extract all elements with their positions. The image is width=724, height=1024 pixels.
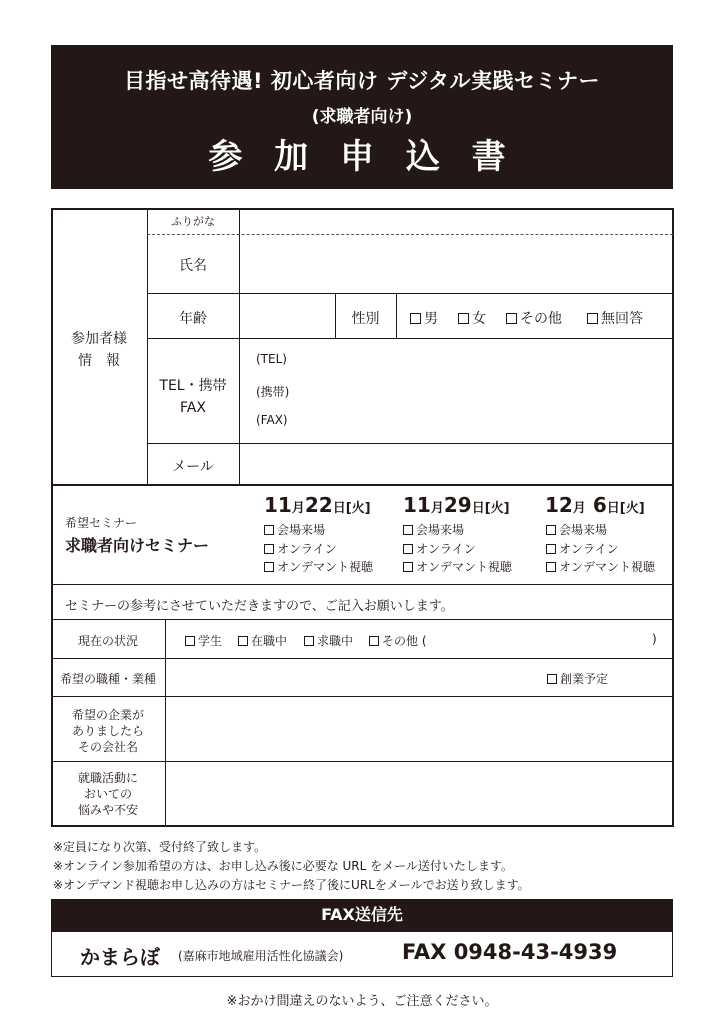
status-option-student[interactable]: 学生 <box>185 632 222 649</box>
worry-field[interactable] <box>167 763 671 824</box>
status-option-other[interactable]: その他 ( <box>369 632 427 649</box>
gender-option-male[interactable]: 男 <box>410 308 438 328</box>
checkbox-icon <box>238 636 248 646</box>
job-field[interactable] <box>167 660 537 695</box>
name-field[interactable] <box>241 236 671 292</box>
fax-destination-bar: FAX送信先 <box>51 899 673 931</box>
gender-option-no-answer[interactable]: 無回答 <box>587 308 643 328</box>
survey-intro: セミナーの参考にさせていただきますので、ご記入お願いします。 <box>65 599 454 614</box>
org-full-name: (嘉麻市地域雇用活性化協議会) <box>178 949 344 963</box>
furigana-label: ふりがな <box>171 215 215 228</box>
option-venue-1[interactable]: 会場来場 <box>264 521 325 538</box>
seminar-label-big: 求職者向けセミナー <box>65 536 210 555</box>
option-online-1[interactable]: オンライン <box>264 540 337 557</box>
fax-destination-box <box>51 931 673 977</box>
checkbox-icon <box>264 562 274 572</box>
tel-field[interactable]: (TEL) <box>256 352 287 366</box>
checkbox-icon <box>546 544 556 554</box>
checkbox-icon <box>403 562 413 572</box>
name-label: 氏名 <box>179 258 207 274</box>
gender-option-female[interactable]: 女 <box>458 308 486 328</box>
tel-label: TEL・携帯 FAX <box>159 378 227 416</box>
seminar-label-small: 希望セミナー <box>65 516 138 530</box>
note-3: ※オンデマンド視聴お申し込みの方はセミナー終了後にURLをメールでお送り致します。 <box>53 878 530 892</box>
footer-note: ※おかけ間違えのないよう、ご注意ください。 <box>226 994 498 1009</box>
worry-label: 就職活動に おいての 悩みや不安 <box>77 771 138 817</box>
checkbox-icon <box>264 544 274 554</box>
option-venue-3[interactable]: 会場来場 <box>546 521 607 538</box>
checkbox-icon <box>403 525 413 535</box>
header-title-line1: 目指せ高待遇! 初心者向け デジタル実践セミナー <box>124 69 600 93</box>
status-option-employed[interactable]: 在職中 <box>238 632 287 649</box>
form-header <box>51 45 673 189</box>
note-1: ※定員になり次第、受付終了致します。 <box>53 840 267 854</box>
note-2: ※オンライン参加希望の方は、お申し込み後に必要な URL をメール送付いたします。 <box>53 859 513 873</box>
participant-section-label: 参加者様 情 報 <box>71 331 127 369</box>
age-field[interactable] <box>241 295 334 337</box>
seminar-date-3: 12月 6日[火] <box>545 493 645 517</box>
checkbox-icon <box>547 674 557 684</box>
fax-field[interactable]: (FAX) <box>256 413 288 427</box>
age-label: 年齢 <box>179 311 207 327</box>
furigana-field[interactable] <box>241 210 671 233</box>
company-field[interactable] <box>167 698 671 760</box>
option-online-3[interactable]: オンライン <box>546 540 619 557</box>
option-online-2[interactable]: オンライン <box>403 540 476 557</box>
checkbox-icon <box>185 636 195 646</box>
gender-option-other[interactable]: その他 <box>506 308 562 328</box>
checkbox-icon <box>546 525 556 535</box>
mail-field[interactable] <box>241 446 671 482</box>
option-venue-2[interactable]: 会場来場 <box>403 521 464 538</box>
header-title-line2: (求職者向け) <box>311 107 413 127</box>
checkbox-icon <box>587 313 598 324</box>
company-label: 希望の企業が ありましたら その会社名 <box>71 708 144 754</box>
fax-number: FAX 0948-43-4939 <box>402 940 618 964</box>
gender-label: 性別 <box>351 311 380 327</box>
mail-label: メール <box>172 459 214 475</box>
checkbox-icon <box>264 525 274 535</box>
checkbox-icon <box>369 636 379 646</box>
status-option-jobseeking[interactable]: 求職中 <box>304 632 353 649</box>
checkbox-icon <box>506 313 517 324</box>
seminar-date-2: 11月29日[火] <box>403 493 510 517</box>
checkbox-icon <box>546 562 556 572</box>
checkbox-icon <box>410 313 421 324</box>
org-name: かまらぼ <box>80 945 160 969</box>
option-ondemand-1[interactable]: オンデマント視聴 <box>264 558 373 575</box>
checkbox-icon <box>304 636 314 646</box>
seminar-date-1: 11月22日[火] <box>264 493 371 517</box>
checkbox-icon <box>403 544 413 554</box>
status-other-close: ) <box>652 632 657 646</box>
option-ondemand-3[interactable]: オンデマント視聴 <box>546 558 655 575</box>
startup-option[interactable]: 創業予定 <box>547 670 608 687</box>
checkbox-icon <box>458 313 469 324</box>
form-main-title: 参 加 申 込 書 <box>208 137 516 177</box>
mobile-field[interactable]: (携帯) <box>256 385 290 399</box>
option-ondemand-2[interactable]: オンデマント視聴 <box>403 558 512 575</box>
status-label: 現在の状況 <box>77 634 138 648</box>
job-label: 希望の職種・業種 <box>59 672 156 686</box>
